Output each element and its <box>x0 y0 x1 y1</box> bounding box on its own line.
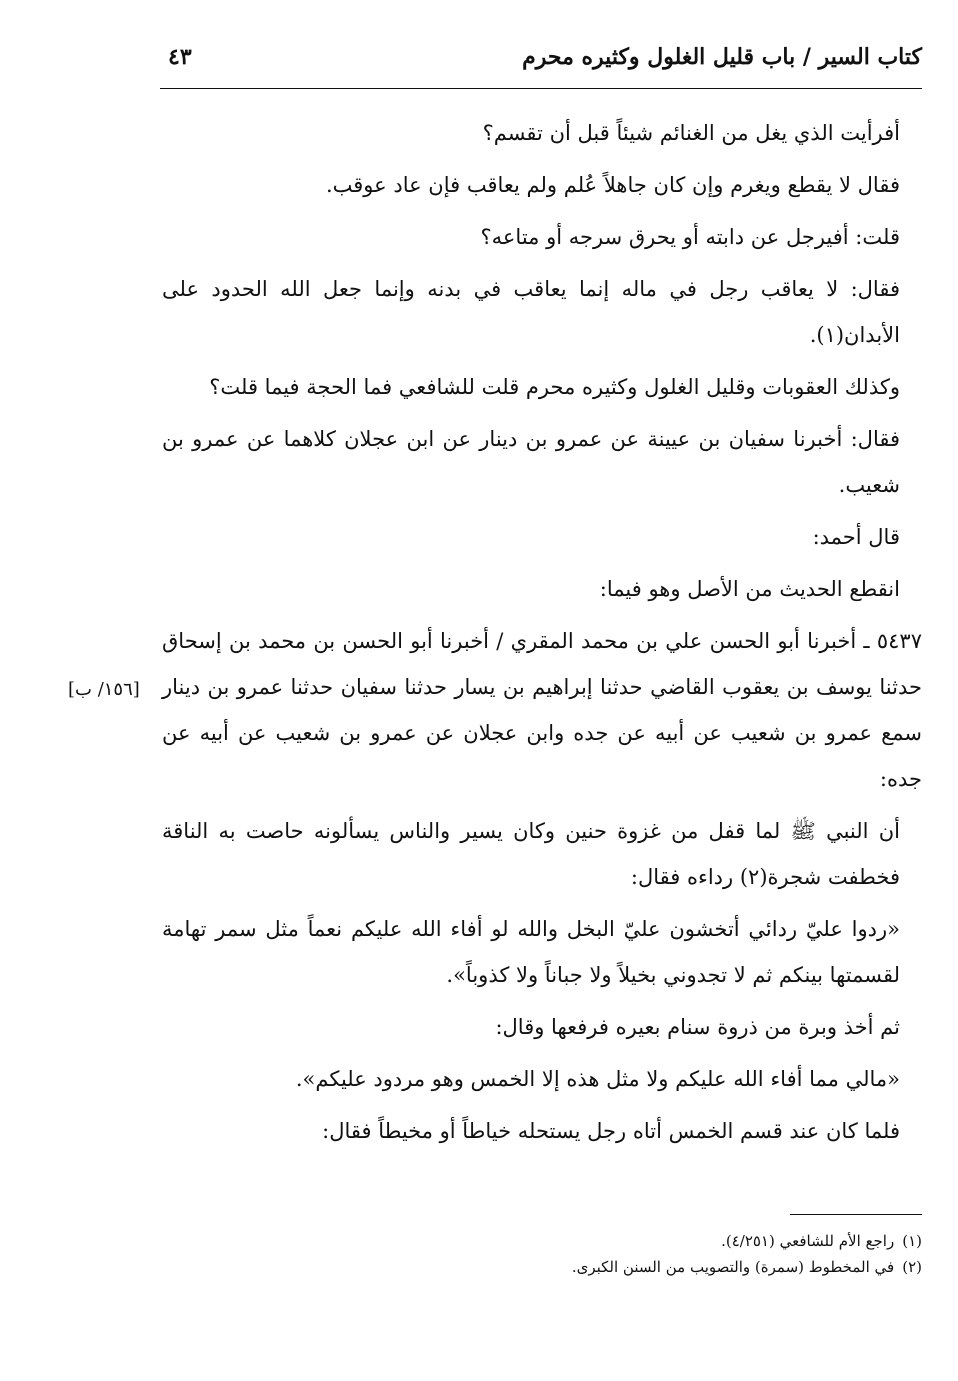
footnote-item <box>400 1254 922 1280</box>
hadith-quote: «ردوا عليّ ردائي أتخشون عليّ البخل والله لو أفاء الله عليكم نعماً مثل سمر تهامة لقسمتها بينكم ثم لا تجدوني بخيلاً ولا جباناً ولا كذوباً». <box>162 917 900 987</box>
page-number: ٤٣ <box>168 44 192 70</box>
footnote-text: في المخطوط (سمرة) والتصويب من السنن الكبرى. <box>571 1258 895 1276</box>
footnote-item <box>400 1228 922 1254</box>
manuscript-folio-ref: [١٥٦/ ب] <box>68 679 140 700</box>
paragraph-ahmad: قال أحمد: <box>812 525 900 549</box>
chapter-title: كتاب السير / باب قليل الغلول وكثيره محرم <box>522 44 922 70</box>
hadith-quote-2: «مالي مما أفاء الله عليكم ولا مثل هذه إلا الخمس وهو مردود عليكم». <box>295 1067 900 1091</box>
paragraph-question-2: قلت: أفيرجل عن دابته أو يحرق سرجه أو متاعه؟ <box>480 225 900 249</box>
header-divider <box>160 88 922 89</box>
hadith-isnad: ٥٤٣٧ ـ أخبرنا أبو الحسن علي بن محمد المقري / أخبرنا أبو الحسن بن محمد بن إسحاق حدثنا يوسف بن يعقوب القاضي حدثنا إبراهيم بن يسار حدثنا سفيان حدثنا عمرو بن دينار سمع عمرو بن شعيب عن أبيه عن جده وابن عجلان عن عمرو بن شعيب عن أبيه عن جده: <box>162 629 922 791</box>
hadith-matn: أن النبي ﷺ لما قفل من غزوة حنين وكان يسير والناس يسألونه حاصت به الناقة فخطفت شجرة(٢) رداءه فقال: <box>162 819 900 889</box>
paragraph-note: انقطع الحديث من الأصل وهو فيما: <box>599 577 900 601</box>
paragraph-answer: فقال لا يقطع ويغرم وإن كان جاهلاً عُلم ولم يعاقب فإن عاد عوقب. <box>325 173 900 197</box>
hadith-narration: ثم أخذ وبرة من ذروة سنام بعيره فرفعها وقال: <box>495 1015 900 1039</box>
paragraph-answer-3: فقال: أخبرنا سفيان بن عيينة عن عمرو بن دينار عن ابن عجلان كلاهما عن عمرو بن شعيب. <box>162 427 900 497</box>
paragraph-question: أفرأيت الذي يغل من الغنائم شيئاً قبل أن تقسم؟ <box>482 121 900 145</box>
paragraph-answer-2: فقال: لا يعاقب رجل في ماله إنما يعاقب في بدنه وإنما جعل الله الحدود على الأبدان(١). <box>162 277 900 347</box>
footnotes <box>400 1228 922 1280</box>
paragraph-question-3: وكذلك العقوبات وقليل الغلول وكثيره محرم قلت للشافعي فما الحجة فيما قلت؟ <box>209 375 900 399</box>
hadith-narration-2: فلما كان عند قسم الخمس أتاه رجل يستحله خياطاً أو مخيطاً فقال: <box>322 1119 900 1143</box>
footnote-text: راجع الأم للشافعي (٤/٢٥١). <box>721 1232 895 1250</box>
footnote-number: (١) <box>902 1232 922 1250</box>
footnote-number: (٢) <box>902 1258 922 1276</box>
main-text <box>162 110 922 1160</box>
footnote-divider <box>790 1214 922 1215</box>
running-header <box>160 40 922 86</box>
